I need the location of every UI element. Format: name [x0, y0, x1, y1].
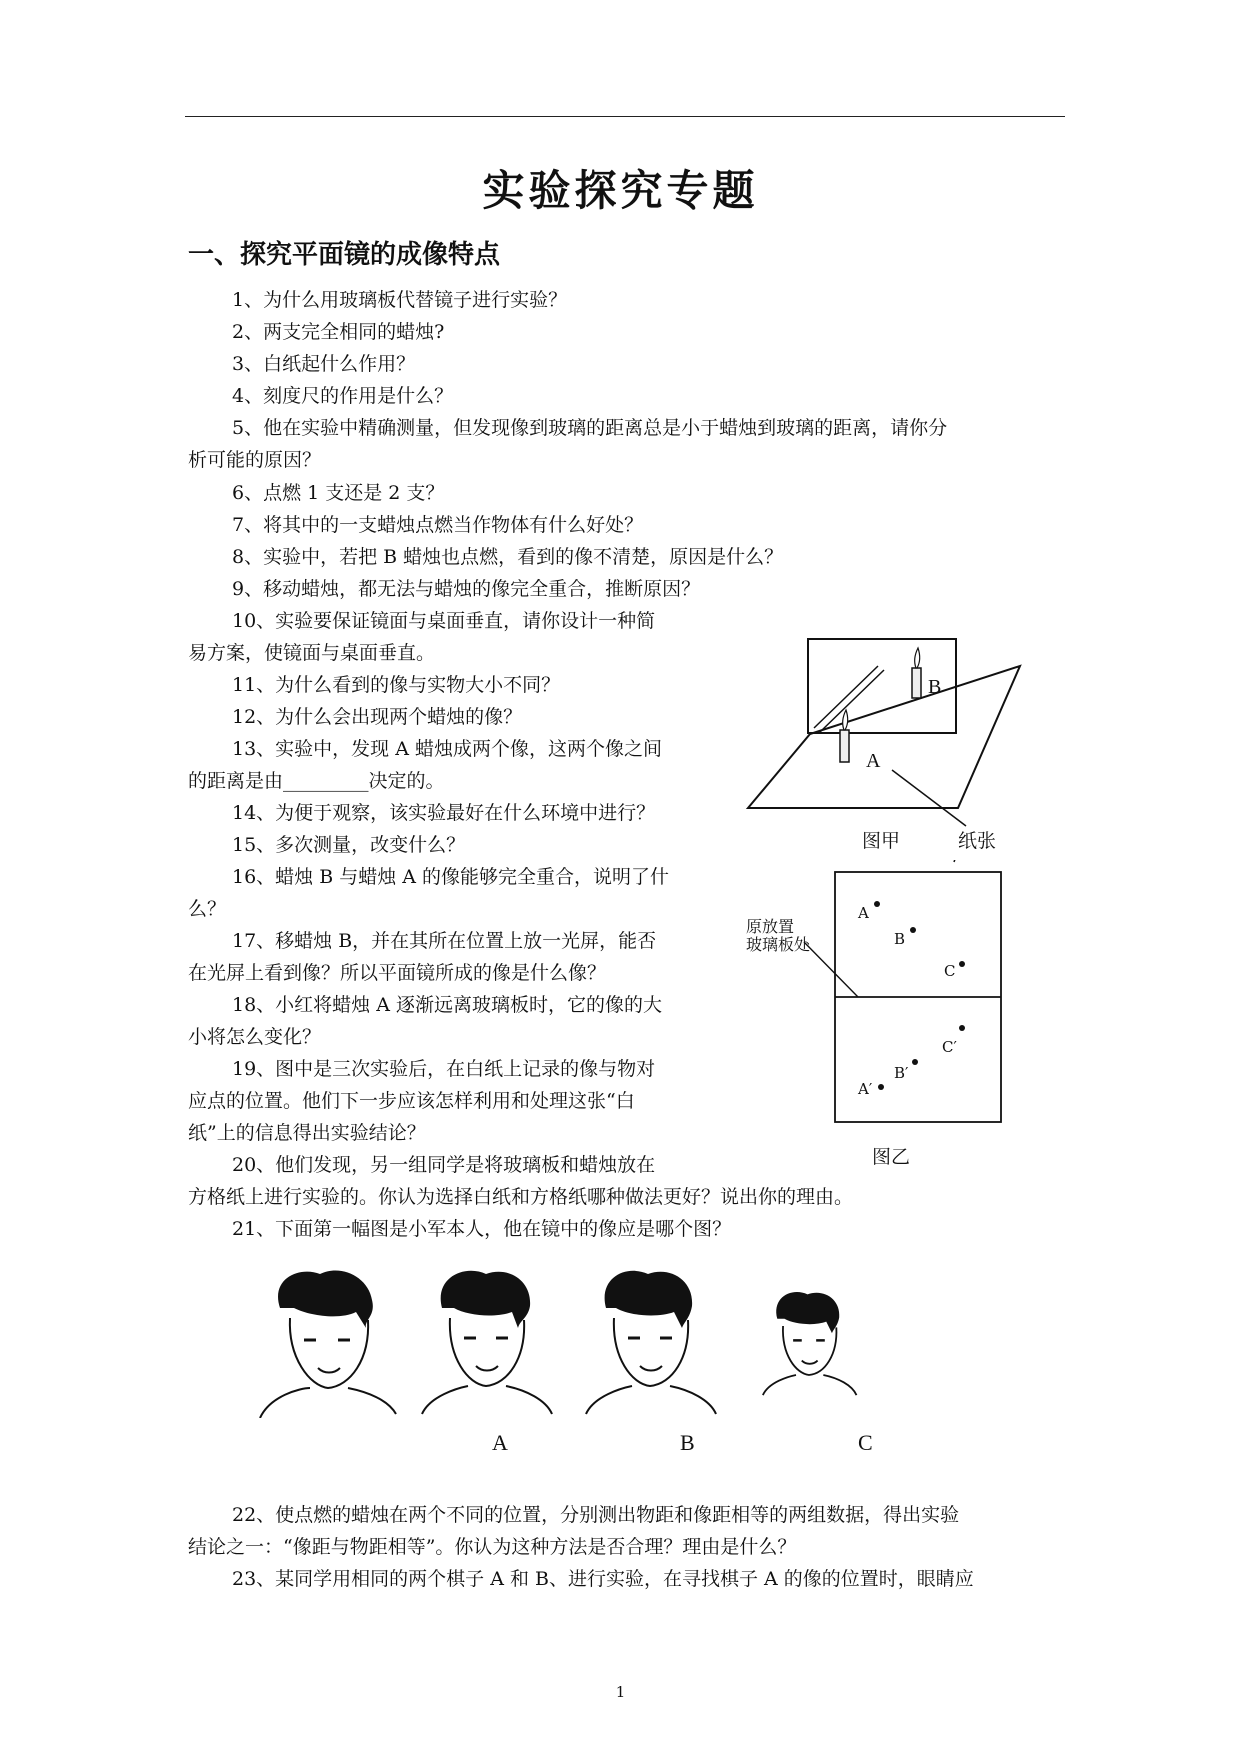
- face-label-a: A: [492, 1430, 508, 1455]
- face-option-a: [422, 1271, 552, 1414]
- figure-jia-caption: 图甲: [862, 830, 901, 852]
- question-13-line-2: 的距离是由_________决定的。: [188, 770, 445, 792]
- question-20-line-1: 20、他们发现，另一组同学是将玻璃板和蜡烛放在: [232, 1154, 656, 1176]
- paper-pointer-2: [954, 860, 966, 862]
- question-13-line-1: 13、实验中，发现 A 蜡烛成两个像，这两个像之间: [232, 738, 662, 760]
- question-17-line-2: 在光屏上看到像？所以平面镜所成的像是什么像？: [188, 962, 607, 984]
- question-21: 21、下面第一幅图是小军本人，他在镜中的像应是哪个图？: [232, 1218, 732, 1240]
- question-10-line-1: 10、实验要保证镜面与桌面垂直，请你设计一种简: [232, 610, 656, 632]
- question-10-line-2: 易方案，使镜面与桌面垂直。: [188, 642, 436, 664]
- question-23: 23、某同学用相同的两个棋子 A 和 B、进行实验，在寻找棋子 A 的像的位置时，眼睛应: [232, 1568, 974, 1590]
- candle-b-label: B: [928, 676, 942, 698]
- candle-b: [912, 648, 921, 698]
- label-b: B: [894, 930, 906, 948]
- question-1: 1、为什么用玻璃板代替镜子进行实验？: [232, 289, 568, 311]
- section-heading: 一、探究平面镜的成像特点: [188, 240, 501, 270]
- face-label-c: C: [858, 1430, 873, 1455]
- question-11: 11、为什么看到的像与实物大小不同？: [232, 674, 561, 696]
- figure-yi-diagram: [740, 860, 1010, 1130]
- question-9: 9、移动蜡烛，都无法与蜡烛的像完全重合，推断原因？: [232, 578, 701, 600]
- question-14: 14、为便于观察，该实验最好在什么环境中进行？: [232, 802, 656, 824]
- point-a: [874, 901, 880, 907]
- label-a: A: [858, 904, 869, 922]
- question-8: 8、实验中，若把 B 蜡烛也点燃，看到的像不清楚，原因是什么？: [232, 546, 784, 568]
- question-3: 3、白纸起什么作用？: [232, 353, 416, 375]
- label-a-image: A′: [858, 1080, 873, 1098]
- figure-yi-caption: 图乙: [872, 1146, 911, 1168]
- glass-label-pointer: [804, 942, 858, 997]
- point-b-image: [912, 1059, 918, 1065]
- glass-label-line-2: 玻璃板处: [746, 935, 811, 954]
- question-5-line-1: 5、他在实验中精确测量，但发现像到玻璃的距离总是小于蜡烛到玻璃的距离，请你分: [232, 417, 948, 439]
- face-label-b: B: [680, 1430, 695, 1455]
- question-17-line-1: 17、移蜡烛 B，并在其所在位置上放一光屏，能否: [232, 930, 657, 952]
- question-15: 15、多次测量，改变什么？: [232, 834, 466, 856]
- paper-pointer: [892, 770, 966, 826]
- face-original: [260, 1270, 396, 1418]
- point-c: [959, 961, 965, 967]
- question-19-line-3: 纸”上的信息得出实验结论？: [188, 1122, 426, 1144]
- page-number: 1: [615, 1683, 626, 1701]
- page-title: 实验探究专题: [482, 166, 759, 215]
- question-4: 4、刻度尺的作用是什么？: [232, 385, 454, 407]
- question-16-line-1: 16、蜡烛 B 与蜡烛 A 的像能够完全重合，说明了什: [232, 866, 670, 888]
- question-22-line-2: 结论之一：“像距与物距相等”。你认为这种方法是否合理？理由是什么？: [188, 1536, 797, 1558]
- question-7: 7、将其中的一支蜡烛点燃当作物体有什么好处？: [232, 514, 644, 536]
- faces-figure: [250, 1268, 910, 1418]
- face-option-b: [586, 1271, 716, 1414]
- point-c-image: [959, 1025, 965, 1031]
- candle-a-label: A: [866, 750, 881, 772]
- question-6: 6、点燃 1 支还是 2 支？: [232, 482, 445, 504]
- question-2: 2、两支完全相同的蜡烛?: [232, 321, 445, 343]
- face-option-c: [763, 1292, 857, 1395]
- question-19-line-1: 19、图中是三次实验后，在白纸上记录的像与物对: [232, 1058, 656, 1080]
- paper-sheet: [748, 666, 1020, 808]
- question-12: 12、为什么会出现两个蜡烛的像？: [232, 706, 523, 728]
- label-b-image: B′: [894, 1064, 909, 1082]
- question-19-line-2: 应点的位置。他们下一步应该怎样利用和处理这张“白: [188, 1090, 635, 1112]
- header-rule: [185, 116, 1065, 117]
- question-22-line-1: 22、使点燃的蜡烛在两个不同的位置，分别测出物距和像距相等的两组数据，得出实验: [232, 1504, 960, 1526]
- glass-edge-2: [820, 670, 884, 732]
- label-c-image: C′: [942, 1038, 957, 1056]
- candle-a: [840, 710, 849, 762]
- paper-label: 纸张: [958, 830, 997, 852]
- figure-jia-diagram: [740, 628, 1030, 828]
- point-b: [910, 927, 916, 933]
- question-5-line-2: 析可能的原因？: [188, 449, 322, 471]
- question-20-line-2: 方格纸上进行实验的。你认为选择白纸和方格纸哪种做法更好？说出你的理由。: [188, 1186, 854, 1208]
- point-a-image: [878, 1084, 884, 1090]
- question-16-line-2: 么？: [188, 898, 227, 920]
- glass-label-line-1: 原放置: [746, 917, 795, 936]
- question-18-line-1: 18、小红将蜡烛 A 逐渐远离玻璃板时，它的像的大: [232, 994, 662, 1016]
- question-18-line-2: 小将怎么变化？: [188, 1026, 322, 1048]
- label-c: C: [944, 962, 956, 980]
